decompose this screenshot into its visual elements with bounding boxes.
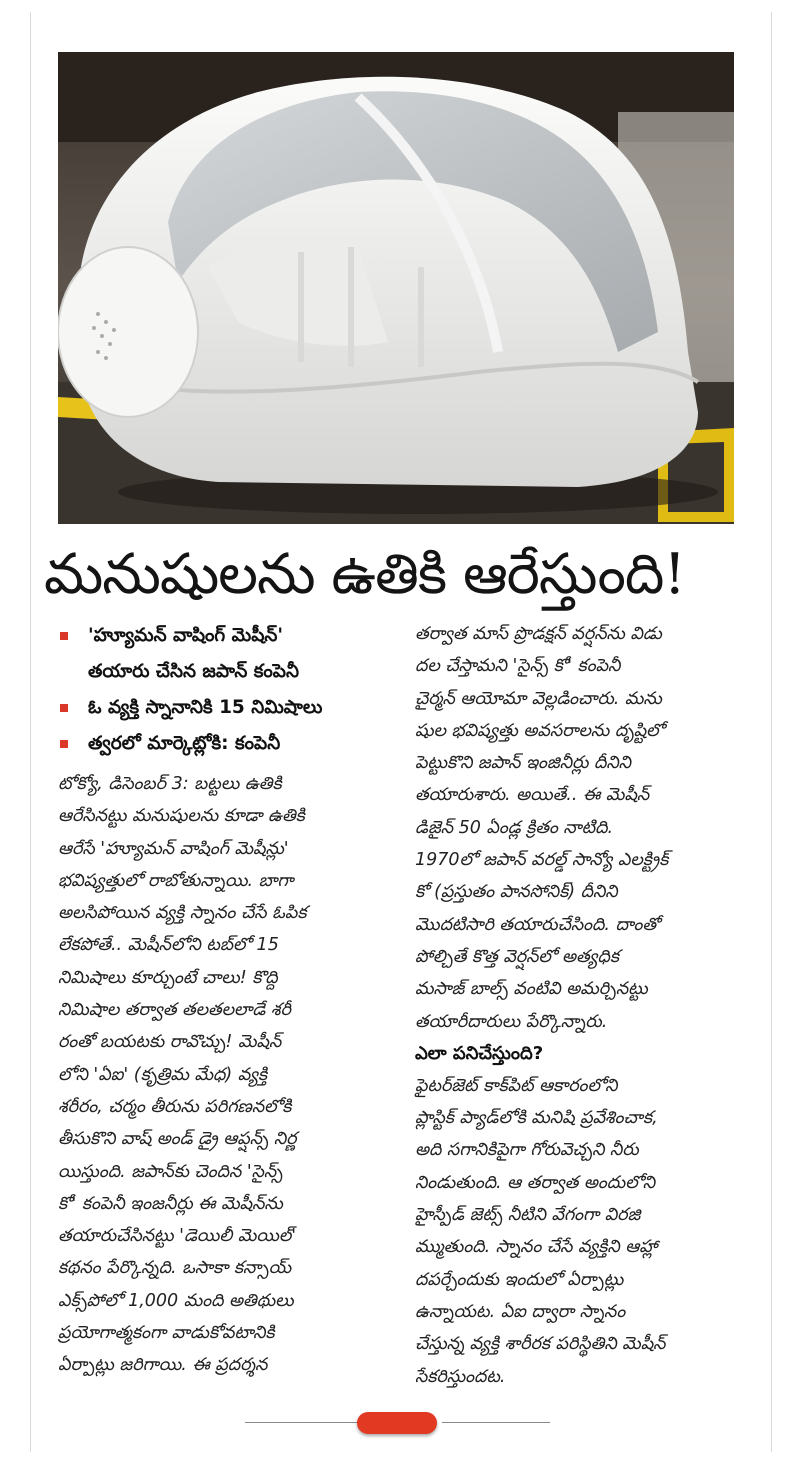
article-headline: మనుషులను ఉతికి ఆరేస్తుంది! xyxy=(44,542,685,607)
bullet-item xyxy=(58,618,398,690)
bullet-item xyxy=(58,690,398,726)
article-body-left: టోక్యో, డిసెంబర్ 3: బట్టలు ఉతికి ఆరేసినట్టు మనుషులను కూడా ఉతికి ఆరేసే 'హ్యూమన్ వాషింగ్ మెషీన్లు' భవిష్యత్తులో రాబోతున్నాయి. బాగా అలసిపోయిన వ్యక్తి స్నానం చేసే ఓపిక లేకపోతే.. మెషీన్‌లోని టబ్‌లో 15 నిమిషాలు కూర్చుంటే చాలు! కొద్ది నిమిషాల తర్వాత తలతలలాడే శరీ రంతో బయటకు రావొచ్చు! మెషీన్ లోని 'ఏఐ' (కృత్రిమ మేధ) వ్యక్తి శరీరం, చర్మం తీరును పరిగణనలోకి తీసుకొని వాష్ అండ్ డ్రై ఆప్షన్స్ నిర్ణ యిస్తుంది. జపాన్‌కు చెందిన 'సైన్స్ కో' కంపెనీ ఇంజనీర్లు ఈ మెషీన్‌ను తయారుచేసినట్టు 'డెయిలీ మెయిల్' కథనం పేర్కొన్నది. ఒసాకా కన్సాయ్ ఎక్స్‌పోలో 1,000 మంది అతిథులు ప్రయోగాత్మకంగా వాడుకోవటానికి ఏర్పాట్లు జరిగాయి. ఈ ప్రదర్శన xyxy=(58,774,307,1376)
end-mark-line-right xyxy=(442,1422,550,1423)
bullet-item xyxy=(58,726,398,762)
bullet-square-icon xyxy=(60,704,68,712)
bullet-square-icon xyxy=(60,740,68,748)
article-body-right: తర్వాత మాస్ ప్రొడక్షన్ వర్షన్‌ను విడు దల చేస్తామని 'సైన్స్ కో' కంపెనీ చైర్మన్ ఆయోమా వెల్లడించారు. మను షుల భవిష్యత్తు అవసరాలను దృష్టిలో పెట్టుకొని జపాన్ ఇంజినీర్లు దీనిని తయారుశారు. అయితే.. ఈ మెషీన్ డిజైన్ 50 ఏండ్ల క్రితం నాటిది. 1970లో జపాన్ వరల్డ్ సాన్యో ఎలక్ట్రిక్ కో (ప్రస్తుతం పానసోనిక్) దీనిని మొదటిసారి తయారుచేసింది. దాంతో పోల్చితే కొత్త వెర్షన్‌లో అత్యధిక మసాజ్ బాల్స్ వంటివి అమర్చినట్టు తయారీదారులు పేర్కొన్నారు. xyxy=(415,624,669,1032)
bullet-text: త్వరలో మార్కెట్లోకి: కంపెనీ xyxy=(88,733,281,754)
section-subhead: ఎలా పనిచేస్తుంది? xyxy=(415,1042,544,1064)
bullet-text-continued: తయారు చేసిన జపాన్ కంపెనీ xyxy=(88,661,299,682)
right-column xyxy=(415,618,755,1393)
bullet-text: ఓ వ్యక్తి స్నానానికి 15 నిమిషాలు xyxy=(88,697,323,718)
left-column xyxy=(58,618,398,1382)
article-photo xyxy=(58,52,734,524)
bullet-text: 'హ్యూమన్ వాషింగ్ మెషీన్' xyxy=(88,625,284,646)
article-end-mark xyxy=(0,1410,800,1436)
bullet-list xyxy=(58,618,398,762)
end-mark-pill xyxy=(357,1412,437,1434)
article-body-right-2: ఫైటర్‌జెట్ కాక్‌పిట్ ఆకారంలోని ప్లాస్టిక్ ప్యాడ్‌లోకి మనిషి ప్రవేశించాక, అది సగానికిపైగా గోరువెచ్చని నీరు నిండుతుంది. ఆ తర్వాత అందులోని హైస్పీడ్ జెట్స్ నీటిని వేగంగా విరజి మ్ముతుంది. స్నానం చేసే వ్యక్తిని ఆహ్లా దపర్చేందుకు ఇందులో ఏర్పాట్లు ఉన్నాయట. ఏఐ ద్వారా స్నానం చేస్తున్న వ్యక్తి శారీరక పరిస్థితిని మెషీన్ సేకరిస్తుందట. xyxy=(415,1075,666,1387)
washing-pod-image xyxy=(58,52,734,524)
bullet-square-icon xyxy=(60,632,68,640)
end-mark-line-left xyxy=(245,1422,357,1423)
